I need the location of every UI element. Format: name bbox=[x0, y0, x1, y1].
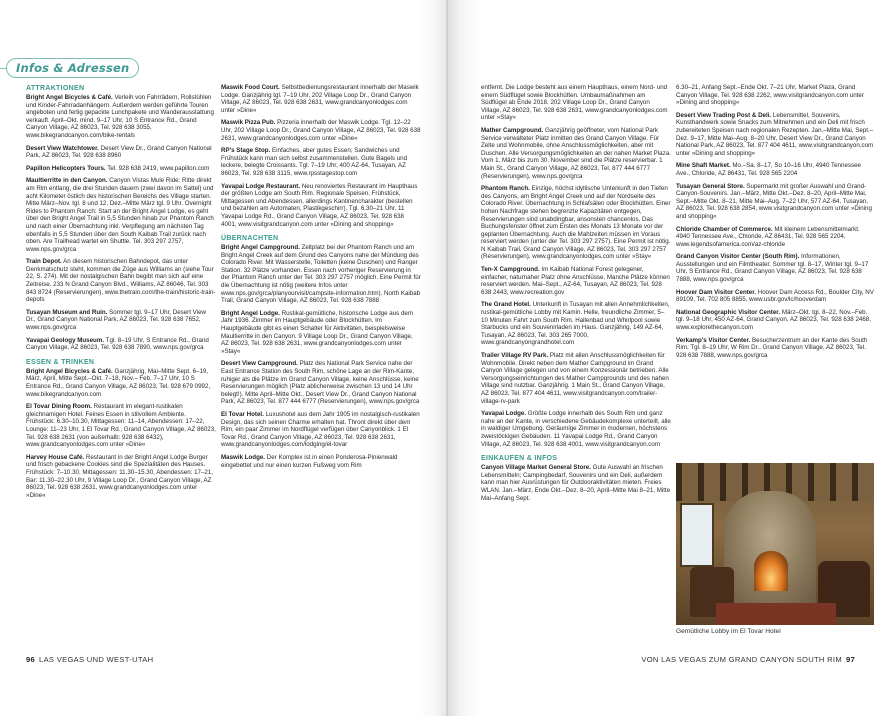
entry-yavapai-restaurant bbox=[221, 183, 421, 229]
entry-title: Yavapai Lodge Restaurant. bbox=[221, 182, 301, 190]
entry-el-tovar-dining bbox=[26, 403, 216, 449]
entry-text: Gute Auswahl an frischen Lebensmitteln; Campingbedarf, Souvenirs und ein Deli, außerdem kann man hier Ausrüstungen für Outdooraktivitäten mieten. Freies WLAN. Jan.–März, Ende Okt.–Dez. 8–20, April–Mitte Mai 8–21, Mitte Mai–Anfang Sept. bbox=[481, 464, 671, 502]
entry-rps-stage-stop bbox=[221, 147, 421, 177]
entry-text: Ganzjährig, Mai–Mitte Sept. 6–19, März, April, Mitte Sept.–Okt. 7–18, Nov.– Feb. 7–17 Uhr, 10 S Entrance Rd., Grand Canyon Village, AZ 86023, Tel. 928 679 0992, www.bikegrandcanyon.com bbox=[26, 367, 211, 398]
entry-text: Einzige, höchst idyllische Unterkunft in den Tiefen des Canyons, am Bright Angel Creek und auf der Nordseite des Colorado River. Übernachtung in Schlafsälen oder Blockhütten. Einer hohen Nachfrage stehen begrenzte Kapazitäten entgegen, Reservierungen sind unabdingbar, ansonsten chancenlos. Das Buchungsfenster öffnet zum Ersten des Monats 13 Monate vor der geplanten Übernachtung. Auch die Mahlzeiten müssen im Voraus reserviert werden (unter der Tel. 303 297 2757). Eine Permit ist nötig. N Kaibab Trail, Grand Canyon Village, AZ 86023, Tel. 303 297 2757 (Reservierungen), www.grandcanyonlodges.com unter »Stay« bbox=[481, 185, 671, 261]
entry-bright-angel-lodge bbox=[221, 310, 421, 356]
entry-title: Verkamp's Visitor Center. bbox=[676, 336, 751, 344]
entry-title: Desert View Trading Post & Deli. bbox=[676, 111, 772, 119]
entry-text: Selbstbedienungsrestaurant innerhalb der Maswik Lodge. Ganzjährig tgl. 7–19 Uhr, 202 Village Loop Dr., Grand Canyon Village, AZ 86023, Tel. 928 638 2631, www.grandcanyonlodges.com unter »Dine« bbox=[221, 84, 419, 114]
column-3 bbox=[481, 84, 671, 507]
entry-text: Ganzjährig geöffneter, vom National Park Service verwalteter Platz inmitten des Grand Canyon Village. Für Zelte und Wohnmobile, ohne Anschlussmöglichkeiten, aber mit Duschen. Alle Versorgungsmöglichkeiten an der nahen Market Plaza. Vom 1. März bis zum 30. November sind die Plätze reservierbar. 1 Main St., Grand Canyon Village, AZ 86023, Tel. 877 444 6777 (Reservierungen), www.nps.gov/grca bbox=[481, 126, 671, 180]
entry-mule-rides bbox=[26, 177, 216, 253]
entry-title: Tusayan General Store. bbox=[676, 182, 745, 190]
footer-right bbox=[641, 655, 855, 664]
entry-text: Rustikal-gemütliche, historische Lodge aus dem Jahr 1936. Zimmer im Hauptgebäude oder Blockhütten. Im Hauptgebäude gibt es einen Schalter für Aktivitäten, beispielsweise Maultierritte in den Canyon. 9 Village Loop Dr., Grand Canyon Village, AZ 86023, Tel. 928 638 2631, www.grandcanyonlodges.com unter »Stay« bbox=[221, 309, 414, 355]
entry-text: Mit kleinem Lebensmittelmarkt. 4940 Tennessee Ave., Chloride, AZ 86431, Tel. 928 565 2204, www.legendsofamerica.com/az-chloride bbox=[676, 225, 860, 248]
entry-text: Supermarkt mit großer Auswahl und Grand-Canyon-Souvenirs. Jan.–März, Mitte Okt.–Dez. 8–20, April–Mitte Mai, Sept.–Mitte Okt. 8–21, Mitte Mai–Aug. 7–22 Uhr, 577 AZ-64, Tusayan, AZ 86023, Tel. 928 638 2854, www.visitgrandcanyon.com unter »Dining and shopping« bbox=[676, 182, 872, 220]
entry-title: Maswik Lodge. bbox=[221, 453, 266, 461]
entry-title: Mather Campground. bbox=[481, 126, 544, 134]
entry-text: Platz des National Park Service nahe der East Entrance Station des South Rim, schöne Lage an der Rim-Kante, ruhiger als die Plätze im Grand Canyon Village, keine Anschlüsse, keine Reservierungen möglich (Platz ablicherweise zwischen 13 und 14 Uhr belegt!). Mitte April–Mitte Okt., Desert View Dr., Grand Canyon National Park, AZ 86023, Tel. 877 444 6777 (Reservierungen), www.nps.gov/grca bbox=[221, 360, 420, 406]
column-2 bbox=[221, 84, 421, 474]
entry-text: Luxushotel aus dem Jahr 1905 im nostalgisch-rustikalen Design, das sich seinen Charme erhalten hat. Thront direkt über dem Rim, ein paar Zimmer im Nordflügel verfügen über Canyonblick. 1 El Tovar Rd., Grand Canyon Village, AZ 86023, Tel. 928 638 2631, www.grandcanyonlodges.com/lodging/el-tovar bbox=[221, 410, 420, 449]
entry-mine-shaft-market bbox=[676, 162, 874, 177]
entry-title: Harvey House Café. bbox=[26, 453, 85, 461]
entry-desert-view-campground bbox=[221, 360, 421, 406]
entry-natgeo-visitor-center bbox=[676, 309, 874, 332]
entry-tusayan-general-store bbox=[676, 183, 874, 221]
entry-harvey-house bbox=[26, 454, 216, 500]
entry-title: Mine Shaft Market. bbox=[676, 162, 731, 170]
entry-title: Trailer Village RV Park. bbox=[481, 352, 549, 359]
entry-bright-angel-campground bbox=[221, 244, 421, 305]
page-number-left: 96 bbox=[26, 655, 36, 664]
entry-text: Mo.–Sa. 8–17, So 10–16 Uhr, 4940 Tennessee Ave., Chloride, AZ 86431, Tel. 928 565 2204 bbox=[676, 162, 861, 177]
entry-title: Bright Angel Lodge. bbox=[221, 309, 280, 317]
entry-title: Yavapai Geology Museum. bbox=[26, 336, 105, 344]
entry-title: National Geographic Visitor Center. bbox=[676, 308, 781, 316]
running-title-right: VON LAS VEGAS ZUM GRAND CANYON SOUTH RIM bbox=[641, 655, 842, 664]
entry-maswik-pizza bbox=[221, 119, 421, 142]
entry-title: Yavapai Lodge. bbox=[481, 410, 527, 418]
photo-window bbox=[680, 503, 714, 567]
entry-text: Informationen, Ausstellungen und ein Filmtheater. Sommer tgl. 8–17, Winter tgl. 9–17 Uhr, S Entrance Rd., Grand Canyon Village, AZ 86023, Tel. 928 638 7888, www.nps.gov/grca bbox=[676, 253, 869, 284]
entry-watchtower bbox=[26, 145, 216, 160]
entry-canyon-village-market-cont bbox=[676, 84, 874, 107]
entry-yavapai-lodge bbox=[481, 410, 671, 448]
entry-text: entfernt. Die Lodge besteht aus einem Haupthaus, einem Nord- und einem Südflügel sowie Blockhütten. Umbaumaßnahmen am Südflügel ab Ende 2018. 202 Village Loop Dr., Grand Canyon Village, AZ 86023, Tel. 928 638 2631, www.grandcanyonlodges.com unter »Stay« bbox=[481, 84, 668, 122]
entry-title: Train Depot. bbox=[26, 258, 62, 266]
entry-trailer-village bbox=[481, 352, 671, 405]
entry-title: Desert View Watchtower. bbox=[26, 144, 99, 152]
entry-title: Phantom Ranch. bbox=[481, 185, 530, 193]
entry-text: 6.30–21, Anfang Sept.–Ende Okt. 7–21 Uhr, Market Plaza, Grand Canyon Village, Tel. 928 638 2262, www.visitgrandcanyon.com unter »Dining and shopping« bbox=[676, 84, 864, 107]
book-spine bbox=[446, 0, 448, 716]
entry-text: Sommer tgl. 9–17 Uhr, Desert View Dr., Grand Canyon National Park, AZ 86023, Tel. 928 638 7652, www.nps.gov/grca bbox=[26, 308, 206, 332]
entry-text: Der Komplex ist in einen Ponderosa-Pinienwald eingebettet und nur einen kurzen Fußweg vom Rim bbox=[221, 453, 398, 469]
entry-text: Restaurant im elegant-rustikalen gleichnamigen Hotel. Feines Essen in stilvollem Ambiente. Frühstück: 6.30–10.30, Mittagessen: 11–14, Abendessen: 17–22, Lounge: 11–23 Uhr, 1 El Tovar Rd., Grand Canyon Village, AZ 86023, Tel. 928 638 2631 (von außerhalb: 928 638 6432), www.grandcanyonlodges.com unter »Dine« bbox=[26, 403, 216, 449]
entry-ten-x-campground bbox=[481, 266, 671, 296]
entry-text: An diesem historischen Bahndepot, das unter Denkmalschutz steht, kommen die Züge aus Williams an (siehe Tour 22, S. 274). Mit der nostalgischen Bahn begibt man sich auf eine Zeitreise. 233 N Grand Canyon Blvd., Williams, AZ 86046, Tel. 303 843 8724 (Reservierungen), www.thetrain.com/the-train/historic-train-depots bbox=[26, 258, 216, 304]
entry-text: Im Kaibab National Forest gelegener, einfacher, naturnaher Platz ohne Anschlüsse. Manche Plätze können reserviert werden. Mai–Sept., AZ-64, Tusayan, AZ 86023, Tel. 928 638 2443, www.recreation.gov bbox=[481, 266, 670, 296]
entry-title: Grand Canyon Visitor Center (South Rim). bbox=[676, 253, 800, 261]
footer-left bbox=[26, 655, 153, 664]
entry-text: Lebensmittel, Souvenirs, Kunsthandwerk sowie Snacks zum Mitnehmen und ein Deli mit frisch zubereiteten Speisen nach regionalen Rezepten. Jan.–Mitte Mai, Sept.–Dez. 9–17, Mitte Mai–Aug. 8–20 Uhr, Desert View Dr., Grand Canyon National Park, AZ 86023, Tel. 877 404 4611, www.visitgrandcanyon.com unter »Dining and shopping« bbox=[676, 111, 874, 157]
entry-papillon bbox=[26, 165, 216, 173]
entry-grand-hotel bbox=[481, 301, 671, 347]
entry-text: Platz mit allen Anschlussmöglichkeiten für Wohnmobile. Direkt neben dem Mather Campground im Grand Canyon Village gelegen und von einem Konzessionär betrieben. Alle Versorgungseinrichtungen des Mather Campgrounds und des nahen Village sind nutzbar. Ganzjährig. 1 Main St., Grand Canyon Village, AZ 86023, Tel. 877 404 4611, www.visitgrandcanyon.com/trailer-village-rv-park bbox=[481, 352, 669, 405]
heading-attraktionen: ATTRAKTIONEN bbox=[26, 85, 85, 92]
entry-text: Besucherzentrum an der Kante des South Rim. Tgl. 8–19 Uhr, W Rim Dr., Grand Canyon Village, AZ 86023, Tel. 928 638 7888, www.nps.gov/grca bbox=[676, 336, 868, 359]
entry-canyon-village-market bbox=[481, 464, 671, 502]
entry-el-tovar-hotel bbox=[221, 411, 421, 449]
entry-title: Desert View Campground. bbox=[221, 360, 298, 368]
entry-text: März–Okt. tgl. 8–22, Nov.–Feb. tgl. 9–18 Uhr, 450 AZ-64, Grand Canyon, AZ 86023, Tel. 928 638 2468, www.explorethecanyon.com bbox=[676, 308, 871, 332]
column-1 bbox=[26, 84, 216, 504]
entry-text: Verleih von Fahrrädern, Rollstühlen und Kinder-Fahrradanhängern. Außerdem werden geführte Touren angeboten und fertig gepackte Lunchpakete und Wanderausstattung verkauft. April–Okt. mind. 9–17 Uhr, 10 S Entrance Rd., Grand Canyon Village, AZ 86023, Tel. 928 638 3055, www.bikegrandcanyon.com/bike-rentals bbox=[26, 94, 214, 139]
entry-bicycles-cafe bbox=[26, 94, 216, 140]
entry-title: Ten-X Campground. bbox=[481, 266, 540, 274]
entry-text: Einfaches, aber gutes Essen; Sandwiches und Frühstück kann man sich selbst zusammenstellen. Gute Bagels und leckere, belegte Croissants. Tgl. 7–19 Uhr, 400 AZ-64, Tusayan, AZ 86023, Tel. 928 638 3115, www.rpsstagestop.com bbox=[221, 147, 408, 177]
entry-title: Bright Angel Campground. bbox=[221, 244, 300, 252]
entry-chloride-chamber bbox=[676, 226, 874, 249]
lobby-photo bbox=[676, 463, 874, 625]
entry-title: Tusayan Museum and Ruin. bbox=[26, 308, 108, 316]
entry-maswik-lodge-cont bbox=[481, 84, 671, 122]
entry-text: Desert View Dr., Grand Canyon National Park, AZ 86023, Tel. 928 638 8960 bbox=[26, 144, 212, 160]
entry-title: Chloride Chamber of Commerce. bbox=[676, 225, 773, 233]
entry-train-depot bbox=[26, 258, 216, 304]
entry-text: Tgl. 8–19 Uhr, S Entrance Rd., Grand Canyon Village, AZ 86023, Tel. 928 638 7890, www.nps.gov/grca bbox=[26, 336, 209, 352]
entry-title: Hoover Dam Visitor Center. bbox=[676, 288, 757, 296]
entry-text: Canyon Vistas Mule Ride: Ritte direkt am Rim entlang, die drei Stunden dauern (zwei davon im Sattel) und acht Kilometer östlich des historischen Bereichs des Village starten. Mitte März–Nov. tgl. 8 und 12, Dez.–Mitte März tgl. 9 Uhr. Overnight Rides to Phantom Ranch: Start an der Bright Angel Lodge, es geht über den Bright Angel Trail in 5,5 Stunden hinab zur Phantom Ranch und nach einer Übernachtung inkl. Verpflegung am nächsten Tag ebenfalls in 5,5 Stunden über den South Kaibab Trail zurück nach oben. Are Trailhead wartet ein Shuttle. Tel. 303 297 2757, www.nps.gov/grca bbox=[26, 177, 214, 253]
photo-rug bbox=[716, 603, 836, 625]
entry-verkamps-visitor-center bbox=[676, 337, 874, 360]
entry-yavapai-geology bbox=[26, 337, 216, 352]
entry-hoover-dam-visitor-center bbox=[676, 289, 874, 304]
column-4 bbox=[676, 84, 874, 364]
running-title-left: LAS VEGAS UND WEST-UTAH bbox=[39, 655, 154, 664]
entry-text: Tel. 928 638 2419, www.papillon.com bbox=[107, 164, 210, 172]
entry-mather-campground bbox=[481, 127, 671, 180]
entry-title: Bright Angel Bicycles & Café. bbox=[26, 94, 113, 101]
entry-title: Papillon Helicopters Tours. bbox=[26, 164, 106, 172]
entry-maswik-food-court bbox=[221, 84, 421, 114]
entry-bicycles-cafe-food bbox=[26, 368, 216, 398]
entry-title: Canyon Village Market General Store. bbox=[481, 464, 591, 472]
entry-text: Unterkunft in Tusayan mit allen Annehmlichkeiten, rustikal-gemütliche Lobby mit Kamin. Helle, freundliche Zimmer, 5–10 Minuten Fahrt zum South Rim. Hallenbad und Whirlpool sowie Starbucks und ein Souvenirladen im Haus. Ganzjährig, 149 AZ-64, Tusayan, AZ 86023, Tel. 303 265 7000, www.grandcanyongrandhotel.com bbox=[481, 301, 670, 347]
entry-title: Bright Angel Bicycles & Café. bbox=[26, 367, 113, 375]
page-number-right: 97 bbox=[845, 655, 855, 664]
heading-uebernachten: ÜBERNACHTEN bbox=[221, 235, 279, 243]
photo-caption: Gemütliche Lobby im El Tovar Hotel bbox=[676, 628, 781, 635]
heading-essen-trinken: ESSEN & TRINKEN bbox=[26, 358, 95, 366]
entry-title: Maswik Pizza Pub. bbox=[221, 119, 276, 127]
entry-desert-view-trading-post bbox=[676, 112, 874, 158]
entry-text: Hoover Dam Access Rd., Boulder City, NV 89109, Tel. 702 805 8855, www.usbr.gov/lc/hooverdam bbox=[676, 288, 874, 304]
entry-text: Neu renoviertes Restaurant im Haupthaus der größten Lodge am South Rim. Regionale Speisen, Frühstück, Mittagessen und Abendessen, allerdings Kantinencharakter (bestellen und bezahlen am Automaten, Plastikgeschirr). Tgl. 6.30–21 Uhr, 11 Yavapai Lodge Rd., Grand Canyon Village, AZ 86023, Tel. 928 638 4001, www.visitgrandcanyon.com unter »Dining and shopping« bbox=[221, 182, 418, 228]
entry-phantom-ranch bbox=[481, 185, 671, 261]
photo-fire bbox=[754, 551, 788, 591]
entry-text: Zeltplatz bei der Phantom Ranch und am Bright Angel Creek auf dem Grund des Canyons nahe der Mündung des Colorado River. Mit Wasserstelle, Toiletten (keine Duschen) und Ranger Station. 32 Plätze vorhanden. Essen nach vorheriger Reservierung in der Phantom Ranch unter der Tel. 303 297 2757 möglich. Eine Permit für die Übernachtung ist nötig (weitere Infos unter www.nps.gov/grca/planyourvisit/campsite-information.htm). North Kaibab Trail, Grand Canyon Village, AZ 86023, Tel. 928 638 7888 bbox=[221, 244, 421, 305]
entry-title: RP's Stage Stop. bbox=[221, 147, 271, 155]
entry-title: The Grand Hotel. bbox=[481, 301, 531, 309]
entry-grand-canyon-visitor-center bbox=[676, 253, 874, 283]
entry-title: El Tovar Hotel. bbox=[221, 410, 264, 418]
entry-title: El Tovar Dining Room. bbox=[26, 403, 92, 411]
heading-einkaufen-infos: EINKAUFEN & INFOS bbox=[481, 455, 558, 463]
entry-text: Pizzeria innerhalb der Maswik Lodge. Tgl. 12–22 Uhr, 202 Village Loop Dr., Grand Canyon Village, AZ 86023, Tel. 928 638 2631, www.grandcanyonlodges.com unter »Dine« bbox=[221, 119, 421, 142]
entry-title: Maswik Food Court. bbox=[221, 84, 280, 91]
section-tab: Infos & Adressen bbox=[6, 58, 139, 78]
entry-text: Größte Lodge innerhalb des South Rim und ganz nahe an der Kante, in verschiedene Gebäudekomplexe unterteilt, alle in waldiger Umgebung. Geräumige Zimmer in modernen, höchstens zweistöckigen Gebäuden. 11 Yavapai Lodge Rd., Grand Canyon Village, AZ 86023, Tel. 928 638 4001, www.visitgrandcanyon.com bbox=[481, 410, 671, 448]
entry-title: Maultierritte in den Canyon. bbox=[26, 177, 108, 185]
entry-tusayan-museum bbox=[26, 309, 216, 332]
entry-text: Restaurant in der Bright Angel Lodge Burger und frisch gebackene Cookies sind die Spezialitäten des Hauses. Frühstück: 7–10.30, Mittagessen: 11.30–15.30, Abendessen: 17–21, Bar: 11.30–22.30 Uhr, 9 Village Loop Dr., Grand Canyon Village, AZ 86023, Tel. 928 638 2631, www.grandcanyonlodges.com unter »Dine« bbox=[26, 453, 214, 499]
entry-maswik-lodge bbox=[221, 454, 421, 469]
